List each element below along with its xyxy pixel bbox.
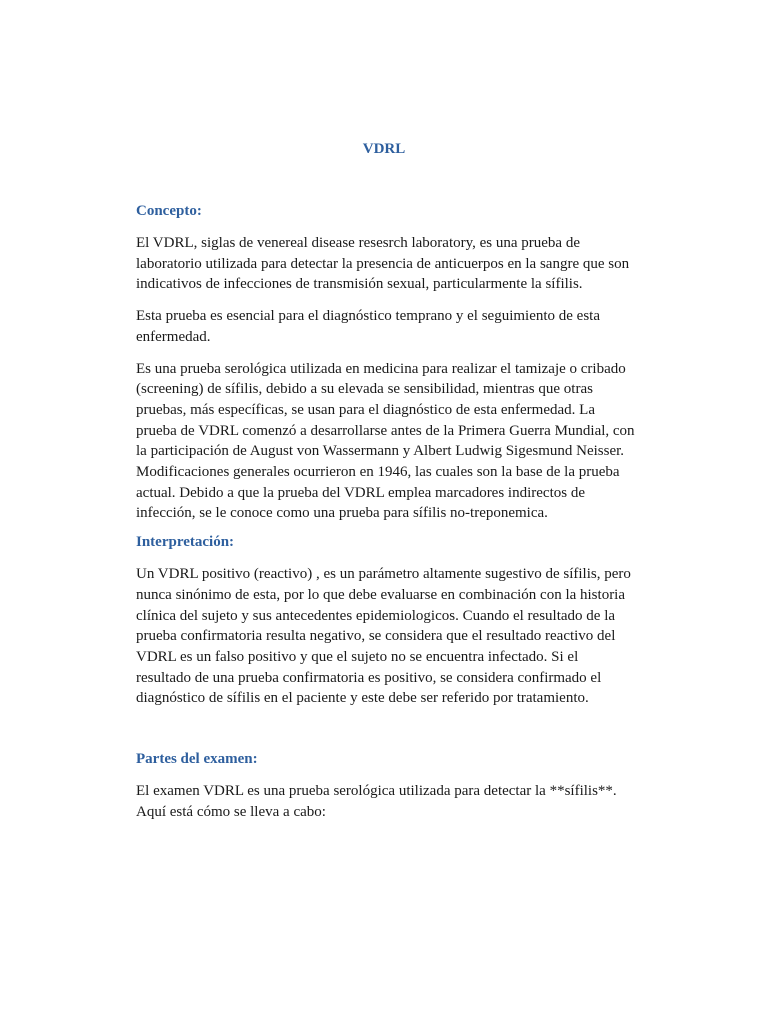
section-heading-concepto: Concepto:: [136, 203, 202, 219]
document-body: [136, 201, 636, 822]
paragraph-concepto-importance: Esta prueba es esencial para el diagnóstico temprano y el seguimiento de esta enfermedad.: [136, 308, 600, 345]
section-heading-interpretacion: Interpretación:: [136, 534, 235, 551]
section-heading-partes: Partes del examen:: [136, 751, 258, 768]
paragraph-partes-intro: El examen VDRL es una prueba serológica utilizada para detectar la **sífilis**. Aquí está cómo se lleva a cabo:: [136, 783, 617, 820]
document-title: VDRL: [362, 141, 406, 157]
paragraph-interpretacion: Un VDRL positivo (reactivo) , es un parámetro altamente sugestivo de sífilis, pero nunca sinónimo de esta, por lo que debe evaluarse en combinación con la historia clínica del sujeto y sus antecedentes epidemiologicos. Cuando el resultado de la prueba confirmatoria resulta negativo, se considera que el resultado reactivo del VDRL es un falso positivo y que el sujeto no se encuentra infectado. Si el resultado de una prueba confirmatoria es positivo, se considera confirmado el diagnóstico de sífilis en el paciente y este debe ser referido por tratamiento.: [136, 566, 631, 707]
paragraph-concepto-history: Es una prueba serológica utilizada en medicina para realizar el tamizaje o cribado (screening) de sífilis, debido a su elevada se sensibilidad, mientras que otras pruebas, más específicas, se usan para el diagnóstico de esta enfermedad. La prueba de VDRL comenzó a desarrollarse antes de la Primera Guerra Mundial, con la participación de August von Wassermann y Albert Ludwig Sigesmund Neisser. Modificaciones generales ocurrieron en 1946, las cuales son la base de la prueba actual. Debido a que la prueba del VDRL emplea marcadores indirectos de infección, se le conoce como una prueba para sífilis no-treponemica.: [136, 360, 635, 522]
paragraph-concepto-definition: El VDRL, siglas de venereal disease resesrch laboratory, es una prueba de laboratorio utilizada para detectar la presencia de anticuerpos en la sangre que son indicativos de infecciones de transmisión sexual, particularmente la sífilis.: [136, 235, 630, 293]
